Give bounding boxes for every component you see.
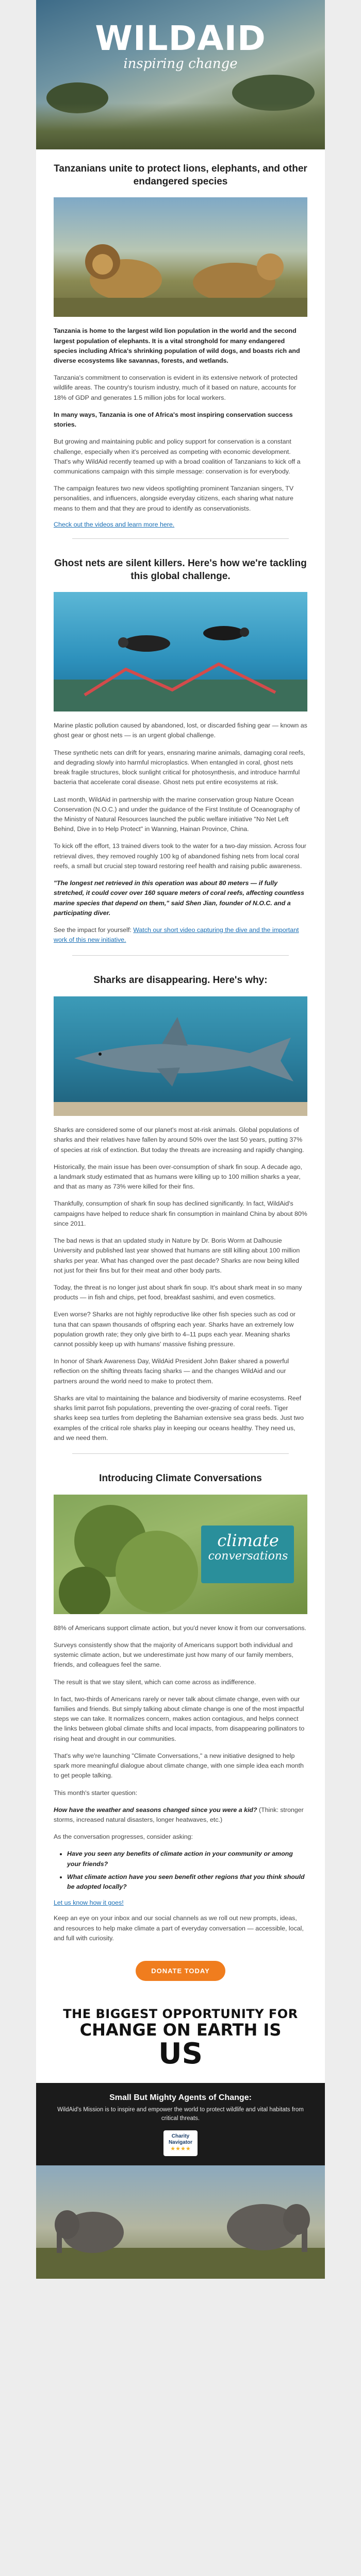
- list-item: • Have you seen any benefits of climate action in your community or among your friends?: [67, 1849, 307, 1869]
- climate-logo-line1: climate: [217, 1530, 279, 1550]
- badge-line2: Navigator: [168, 2140, 193, 2146]
- followup-intro: As the conversation progresses, consider asking:: [54, 1833, 193, 1841]
- climate-logo: [205, 1532, 291, 1564]
- question-list: [67, 1849, 307, 1892]
- climate-photo: [54, 1495, 307, 1614]
- section-title: Introducing Climate Conversations: [99, 1473, 262, 1484]
- lion-photo: [54, 197, 307, 317]
- videos-link[interactable]: Check out the videos and learn more here.: [54, 520, 175, 528]
- section-climate: [36, 1459, 325, 1956]
- quote: "The longest net retrieved in this operation was about 80 meters — if fully stretched, it could cover over 160 square meters of coral reefs, affecting countless marine species that depend on them," said Shen Jian, founder of N.O.C. and a participating diver.: [54, 879, 304, 917]
- footer-subtitle: WildAid's Mission is to inspire and empower the world to protect wildlife and vital habitats from critical threats.: [57, 2106, 304, 2122]
- starter-question: How have the weather and seasons changed since you were a kid? (Think: stronger storms, increased natural disasters, longer heatwaves, etc.): [54, 1806, 304, 1823]
- paragraph: Tanzania is home to the largest wild lion population in the world and the second largest population of elephants. It is a vital stronghold for many endangered species including Africa's shrinking population of wild dogs, and boasts rich and diverse ecosystems like savannas, forests, and wetlands.: [54, 327, 300, 365]
- banner-line2: CHANGE ON EARTH IS: [79, 2020, 282, 2040]
- paragraph: 88% of Americans support climate action, but you'd never know it from our conversations.: [54, 1624, 306, 1632]
- elephant-photo: [36, 2165, 325, 2279]
- section-title: Tanzanians unite to protect lions, elephants, and other endangered species: [54, 163, 307, 187]
- opportunity-banner: [36, 1994, 325, 2083]
- divider: [72, 538, 289, 539]
- section-title: Ghost nets are silent killers. Here's how we're tackling this global challenge.: [54, 557, 307, 582]
- paragraph: In honor of Shark Awareness Day, WildAid President John Baker shared a powerful reflection on the shifting threats facing sharks — and the changes WildAid and our partners around the world need to make to protect them.: [54, 1358, 289, 1385]
- paragraph: Marine plastic pollution caused by abandoned, lost, or discarded fishing gear — known as ghost gear or ghost nets — is an urgent global challenge.: [54, 722, 307, 739]
- logo-text: WILDAID: [95, 19, 266, 58]
- savanna-ground: [36, 103, 325, 149]
- charity-navigator-badge[interactable]: [163, 2130, 198, 2156]
- section-ghost-nets: [36, 544, 325, 961]
- banner-line3: US: [158, 2037, 203, 2071]
- divider: [72, 1453, 289, 1454]
- paragraph: Surveys consistently show that the majority of Americans support both individual and systemic climate action, but we underestimate just how many of our family members, friends, and colleagues feel the same.: [54, 1641, 293, 1669]
- paragraph: Historically, the main issue has been over-consumption of shark fin soup. A decade ago, a landmark study estimated that as humans were killing up to 100 million sharks a year, and that as many as 73% were killed for their fins.: [54, 1163, 302, 1191]
- banner-line1: THE BIGGEST OPPORTUNITY FOR: [63, 2006, 298, 2021]
- paragraph: Last month, WildAid in partnership with the marine conservation group Nature Ocean Conservation (N.O.C.) and under the guidance of the First Institute of Oceanography of the Ministry of Natural Resources launched the public welfare initiative "No Net Left Behind, Dive in to Help Protect" in Wanning, Hainan Province, China.: [54, 795, 300, 833]
- paragraph: Sharks are vital to maintaining the balance and biodiversity of marine ecosystems. Reef sharks limit parrot fish populations, preventing the over-grazing of coral reefs. Tiger sharks keep sea turtles from depleting the Bahamian extensive sea grass beds. Just two examples of the critical role sharks play in keeping our oceans healthy. They need us, and we need them.: [54, 1394, 304, 1442]
- badge-line1: Charity: [171, 2133, 190, 2140]
- video-callout: See the impact for yourself: Watch our short video capturing the dive and the important work of this new initiative.: [54, 926, 299, 944]
- logo[interactable]: [36, 19, 325, 72]
- paragraph: This month's starter question:: [54, 1789, 138, 1797]
- paragraph: The bad news is that an updated study in Nature by Dr. Boris Worm at Dalhousie University and published last year showed that humans are still killing about 100 million sharks per year. What has changed over the past decade? Sharks are now being killed not just for their fins but for their meat and other body parts.: [54, 1237, 300, 1274]
- paragraph: The campaign features two new videos spotlighting prominent Tanzanian singers, TV personalities, and influencers, alongside everyday citizens, each sharing what nature means to them and that they are proud to identify as conservationists.: [54, 485, 294, 512]
- paragraph: The result is that we stay silent, which can come across as indifference.: [54, 1678, 256, 1686]
- climate-logo-line2: conversations: [208, 1549, 288, 1563]
- shark-illustration: [54, 996, 307, 1116]
- tagline: inspiring change: [123, 56, 238, 72]
- divider: [72, 955, 289, 956]
- paragraph: But growing and maintaining public and policy support for conservation is a constant challenge, especially when it's perceived as competing with economic development. That's why WildAid recently teamed up with a broad coalition of Tanzanians to kick off a communications campaign with this simple message: conservation is for everybody.: [54, 438, 301, 475]
- elephant-illustration: [36, 2165, 325, 2279]
- diver-photo: [54, 592, 307, 711]
- paragraph: Tanzania's commitment to conservation is evident in its extensive network of protected wildlife areas. The country's tourism industry, much of it based on nature, accounts for 18% of GDP and generates 1.5 million jobs for local workers.: [54, 374, 298, 401]
- hero-banner: [36, 0, 325, 149]
- paragraph: In fact, two-thirds of Americans rarely or never talk about climate change, even with our families and friends. But simply talking about climate change is one of the most impactful steps we can take. It normalizes concern, makes action contagious, and helps connect the links between global climate shifts and local impacts, from disappearing pollinators to rising heat and drought in our communities.: [54, 1695, 305, 1742]
- list-item: • What climate action have you seen benefit other regions that you think should be adopted locally?: [67, 1872, 307, 1892]
- paragraph: To kick off the effort, 13 trained divers took to the water for a two-day mission. Across four retrieval dives, they removed roughly 100 kg of abandoned fishing nets from local coral reefs, a small but crucial step toward restoring reef health and raising public awareness.: [54, 842, 306, 870]
- section-title: Sharks are disappearing. Here's why:: [93, 975, 268, 986]
- video-link[interactable]: Watch our short video capturing the dive and the important work of this new initiative.: [54, 926, 299, 944]
- lion-illustration: [54, 197, 307, 317]
- shark-photo: [54, 996, 307, 1116]
- paragraph: Even worse? Sharks are not highly reproductive like other fish species such as cod or tuna that can spawn thousands of offspring each year. Sharks have an extremely low population growth rate; they only give birth to 4–11 pups each year. Meaning sharks cannot possibly keep up with humans' massive fishing pressure.: [54, 1311, 296, 1348]
- donate-area: [36, 1956, 325, 1994]
- email-card: [36, 0, 325, 2279]
- paragraph: Thankfully, consumption of shark fin soup has declined significantly. In fact, WildAid's campaigns have helped to reduce shark fin consumption in mainland China by about 80% since 2011.: [54, 1200, 307, 1227]
- mission-footer: [36, 2083, 325, 2165]
- donate-button[interactable]: DONATE TODAY: [136, 1961, 225, 1981]
- paragraph: Today, the threat is no longer just about shark fin soup. It's about shark meat in so many products — in fish and chips, pet food, breakfast sashimi, and even cosmetics.: [54, 1283, 302, 1301]
- feedback-link[interactable]: Let us know how it goes!: [54, 1899, 124, 1907]
- star-icon: ★★★★: [170, 2146, 191, 2153]
- section-tanzania: [36, 149, 325, 544]
- paragraph: These synthetic nets can drift for years, ensnaring marine animals, damaging coral reefs, and degrading slowly into harmful microplastics. When entangled in coral, ghost nets break fragile structures, block sunlight critical for photosynthesis, and introduce harmful bacteria that accelerate coral disease. Ghost nets put entire ecosystems at risk.: [54, 749, 305, 786]
- paragraph: That's why we're launching "Climate Conversations," a new initiative designed to help spark more meaningful dialogue about climate change, with one simple idea each month to get people talking.: [54, 1752, 304, 1780]
- diver-illustration: [54, 592, 307, 711]
- paragraph: In many ways, Tanzania is one of Africa's most inspiring conservation success stories.: [54, 411, 293, 429]
- section-sharks: [36, 961, 325, 1459]
- footer-title: Small But Mighty Agents of Change:: [109, 2093, 252, 2102]
- paragraph: Sharks are considered some of our planet's most at-risk animals. Global populations of sharks and their relatives have fallen by around 50% over the last 50 years, putting 37% of species at risk of extinction. But today the threats are increasing and rapidly changing.: [54, 1126, 304, 1154]
- paragraph: Keep an eye on your inbox and our social channels as we roll out new prompts, ideas, and resources to help make climate a part of everyday conversation — accessible, local, and full with curiosity.: [54, 1914, 304, 1942]
